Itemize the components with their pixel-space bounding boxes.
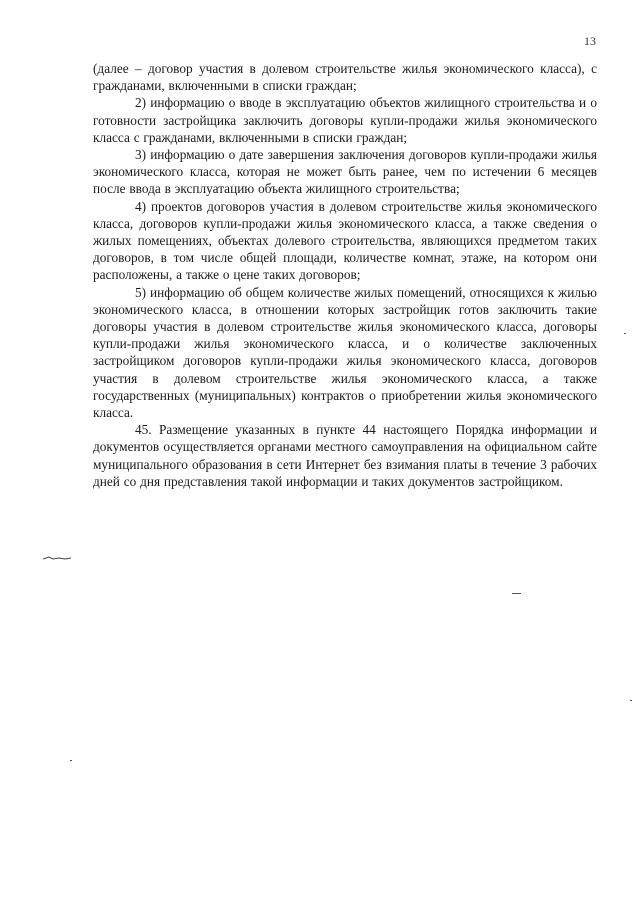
margin-scribble-mark [43, 556, 71, 561]
paragraph-item-5: 5) информацию об общем количестве жилых помещений, относящихся к жилью экономического класса, в отношении которых застройщик готов заключить такие договоры участия в долевом строительстве жилья экономического класса, договоры купли-продажи жилья экономического класса, и о количестве заключенных застройщиком договоров купли-продажи жилья экономического класса, договоров участия в долевом строительстве жилья экономического класса, а также государственных (муниципальных) контрактов о приобретении жилья экономического класса. [93, 284, 597, 421]
paragraph-item-3: 3) информацию о дате завершения заключения договоров купли-продажи жилья экономического класса, которая не может быть ранее, чем по истечении 6 месяцев после ввода в эксплуатацию объекта жилищного строительства; [93, 147, 597, 197]
page-number: 13 [584, 34, 596, 48]
scan-speck [70, 760, 72, 761]
paragraph-item-2: 2) информацию о вводе в эксплуатацию объектов жилищного строительства и о готовности застройщика заключить договоры купли-продажи жилья экономического класса с гражданами, включенными в списки граждан; [93, 95, 597, 145]
paragraph-clause-45: 45. Размещение указанных в пункте 44 настоящего Порядка информации и документов осуществляется органами местного самоуправления на официальном сайте муниципального образования в сети Интернет без взимания платы в течение 3 рабочих дней со дня представления такой информации и таких документов застройщиком. [93, 422, 597, 489]
scan-speck [512, 593, 521, 594]
document-body [93, 60, 597, 490]
scan-speck [624, 333, 626, 334]
paragraph-continuation: (далее – договор участия в долевом строительстве жилья экономического класса), с гражданами, включенными в списки граждан; [93, 61, 597, 94]
paragraph-item-4: 4) проектов договоров участия в долевом строительстве жилья экономического класса, договоров купли-продажи жилья экономического класса, а также сведения о жилых помещениях, объектах долевого строительства, являющихся предметом таких договоров, в том числе общей площади, количестве комнат, этаже, на котором они расположены, а также о цене таких договоров; [93, 198, 597, 283]
scan-speck [630, 700, 632, 701]
